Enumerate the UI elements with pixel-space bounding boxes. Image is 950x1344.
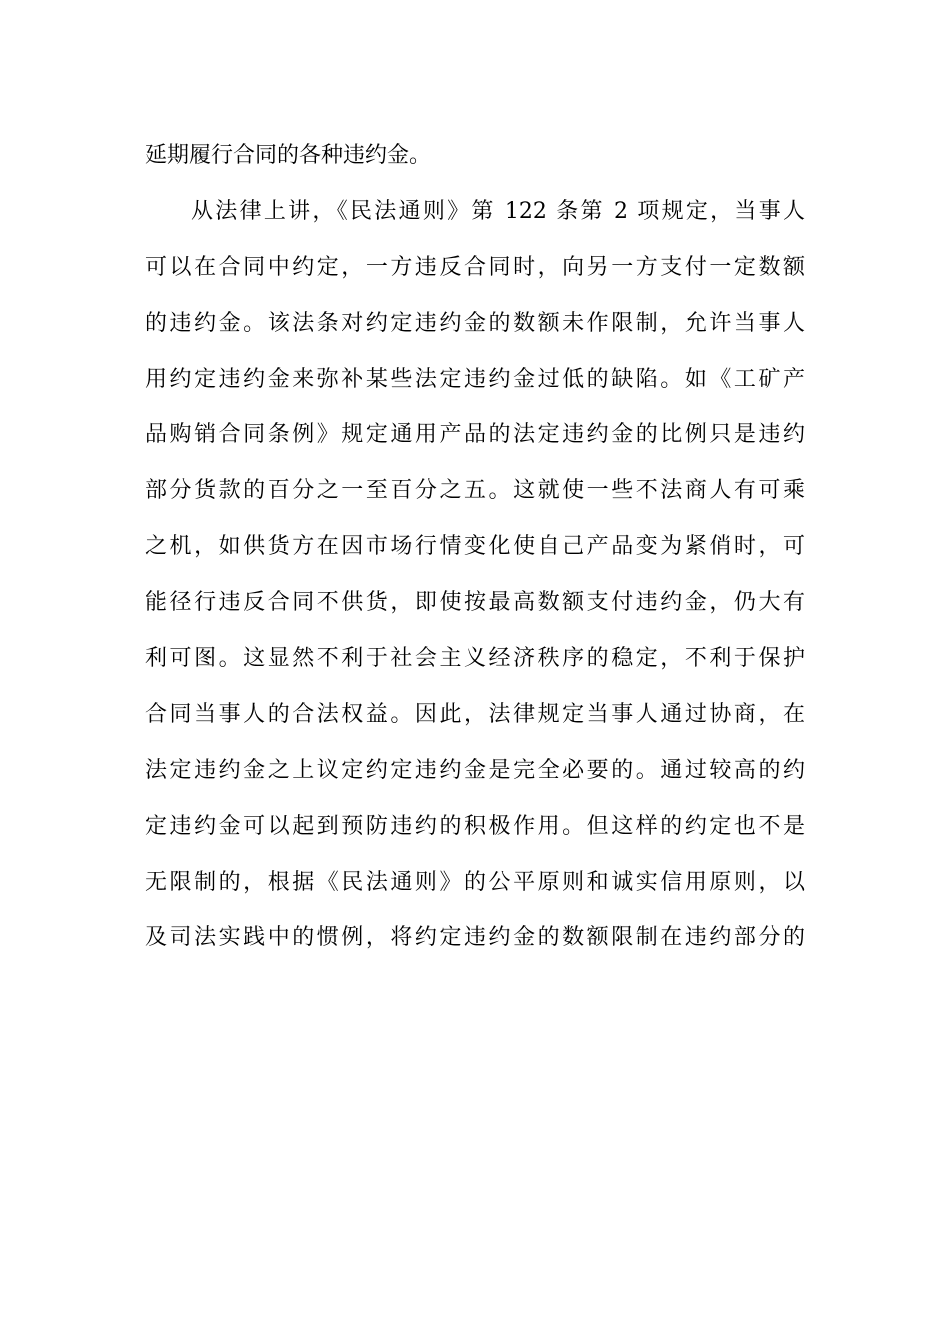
text-line-1: 延期履行合同的各种违约金。 (145, 143, 432, 168)
text-line-9: 能径行违反合同不供货，即使按最高数额支付违约金，仍大有 (145, 590, 805, 616)
text-line-7: 部分货款的百分之一至百分之五。这就使一些不法商人有可乘 (145, 478, 805, 504)
text-line-4: 的违约金。该法条对约定违约金的数额未作限制，允许当事人 (145, 310, 805, 336)
text-line-8: 之机，如供货方在因市场行情变化使自己产品变为紧俏时，可 (145, 534, 805, 560)
text-line-11: 合同当事人的合法权益。因此，法律规定当事人通过协商，在 (145, 701, 805, 727)
text-line-2: 从法律上讲，《民法通则》第 122 条第 2 项规定，当事人 (191, 198, 805, 224)
text-line-12: 法定违约金之上议定约定违约金是完全必要的。通过较高的约 (145, 757, 805, 783)
text-line-13: 定违约金可以起到预防违约的积极作用。但这样的约定也不是 (145, 813, 805, 839)
text-line-6: 品购销合同条例》规定通用产品的法定违约金的比例只是违约 (145, 422, 805, 448)
text-line-5: 用约定违约金来弥补某些法定违约金过低的缺陷。如《工矿产 (145, 366, 805, 392)
text-line-10: 利可图。这显然不利于社会主义经济秩序的稳定，不利于保护 (145, 646, 805, 672)
text-line-14: 无限制的，根据《民法通则》的公平原则和诚实信用原则，以 (145, 869, 805, 895)
body-text (145, 128, 805, 966)
text-line-15: 及司法实践中的惯例，将约定违约金的数额限制在违约部分的 (145, 925, 805, 951)
text-line-3: 可以在合同中约定，一方违反合同时，向另一方支付一定数额 (145, 254, 805, 280)
